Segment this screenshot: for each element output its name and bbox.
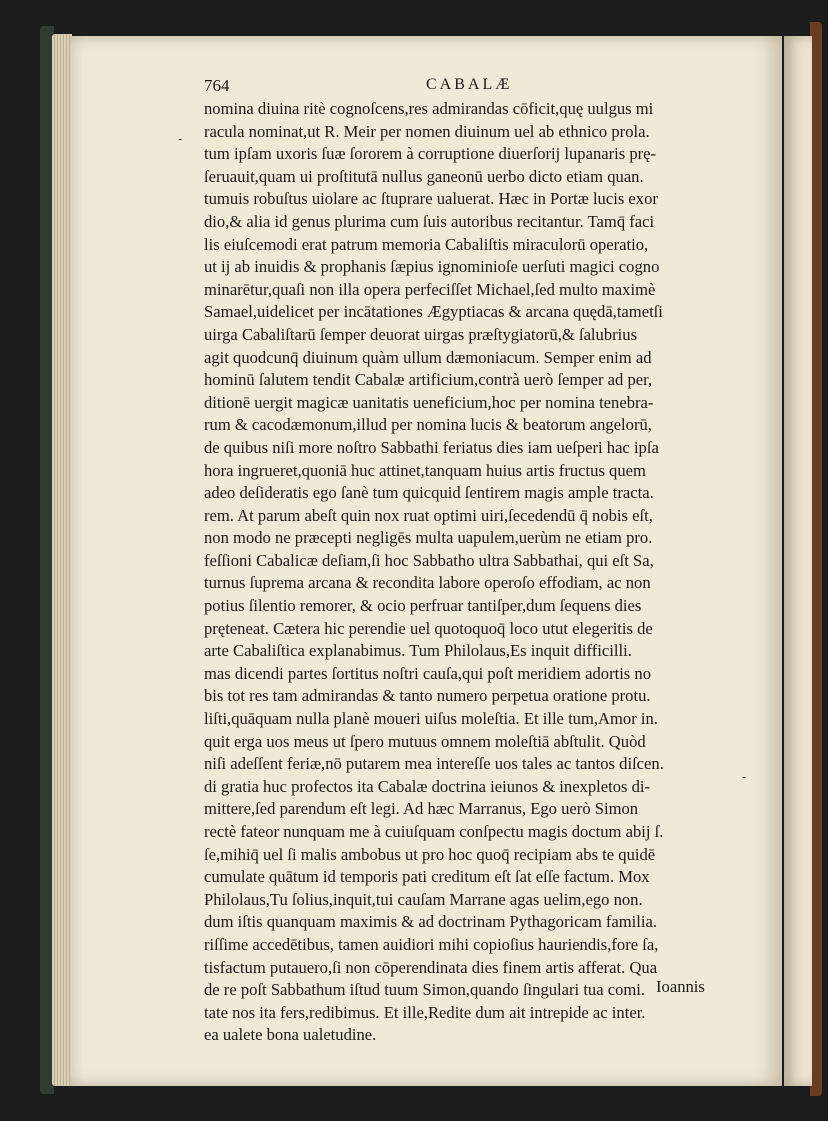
text-line: uirga Cabaliſtarū ſemper deuorat uirgas præſtygiatorū,& ſalubrius xyxy=(204,324,638,344)
text-line: niſi adeſſent feriæ,nō putarem mea intereſſe uos tales ac tantos diſcen. xyxy=(204,754,664,774)
text-line: de re poſt Sabbathum iſtud tuum Simon,quando ſingulari tua comi. xyxy=(204,980,646,1000)
text-line: non modo ne præcepti negligēs multa uapulem,uerùm ne etiam pro. xyxy=(204,528,653,548)
text-line: rum & cacodæmonum,illud per nomina lucis & beatorum angelorū, xyxy=(204,415,652,435)
text-line: dio,& alia id genus plurima cum ſuis autoribus recitantur. Tamq̄ faci xyxy=(204,211,655,231)
margin-dash-mark: - xyxy=(178,132,183,146)
text-line: tisfactum putauero,ſi non cōperendinata dies finem artis afferat. Qua xyxy=(204,957,658,977)
text-line: adeo deſideratis ego ſanè tum quicquid ſentirem magis ample tracta. xyxy=(204,483,654,503)
text-line: arte Cabaliſtica explanabimus. Tum Philolaus,Es inquit difficilli. xyxy=(204,641,632,661)
text-line: cumulate quātum id temporis pati creditum eſt ſat eſſe factum. Mox xyxy=(204,867,650,887)
text-line: di gratia huc profectos ita Cabalæ doctrina ieiunos & inexpletos di- xyxy=(204,776,651,796)
text-line: turnus ſuprema arcana & recondita labore operoſo effodiam, ac non xyxy=(204,573,651,593)
page-edges xyxy=(52,34,72,1086)
text-line: nomina diuina ritè cognoſcens,res admirandas cōficit,quę uulgus mi xyxy=(204,99,654,118)
facing-page-edge xyxy=(784,36,812,1086)
text-line: ut ij ab inuidis & prophanis ſæpius ignominioſe uerſuti magici cogno xyxy=(204,257,660,277)
text-line: Philolaus,Tu ſolius,inquit,tui cauſam Marrane agas uelim,ego non. xyxy=(204,889,643,909)
text-line: mas dicendi partes ſortitus noſtri cauſa,qui poſt meridiem adortis no xyxy=(204,663,652,683)
text-line: de quibus niſi more noſtro Sabbathi feriatus dies iam ueſperi hac ipſa xyxy=(204,437,659,457)
text-line: agit quodcunq̄ diuinum quàm ullum dæmoniacum. Semper enim ad xyxy=(204,347,652,367)
text-line: Samael,uidelicet per incātationes Ægyptiacas & arcana quędā,tametſi xyxy=(204,302,663,322)
text-line: hora ingrueret,quoniā huc attinet,tanquam huius artis fructus quem xyxy=(204,460,646,480)
text-line: ſeruauit,quam ui proſtitutā nullus ganeonū uerbo dicto etiam quan. xyxy=(204,166,644,186)
text-line: quit erga uos meus ut ſpero mutuus omnem moleſtiā abſtulit. Quòd xyxy=(204,731,646,751)
text-line: lis eiuſcemodi erat patrum memoria Cabaliſtis miraculorū operatio, xyxy=(204,234,649,254)
text-line: ea ualete bona ualetudine. xyxy=(204,1025,377,1045)
body-text xyxy=(204,98,734,1047)
catchword: Ioannis xyxy=(656,977,705,996)
text-line: rem. At parum abeſt quin nox ruat optimi uiri,ſecedendū q̄ nobis eſt, xyxy=(204,505,653,525)
running-title: CABALÆ xyxy=(426,76,513,93)
text-line: bis tot res tam admirandas & tanto numero perpetua oratione protu. xyxy=(204,686,651,706)
text-line: dum iſtis quanquam maximis & ad doctrinam Pythagoricam familia. xyxy=(204,912,658,932)
text-line: potius ſilentio remorer, & ocio perfruar tantiſper,dum ſequens dies xyxy=(204,596,642,616)
text-line: tum ipſam uxoris ſuæ ſororem à corruptione diuerſorij lupanaris prę- xyxy=(204,144,657,164)
text-line: pręteneat. Cætera hic perendie uel quotoquoq̄ loco utut elegeritis de xyxy=(204,618,653,638)
text-line: riſſime accedētibus, tamen auidiori mihi copioſius hauriendis,fore ſa, xyxy=(204,934,659,954)
running-head xyxy=(204,76,724,98)
text-line: rectè fateor nunquam me à cuiuſquam conſpectu magis doctum abij ſ. xyxy=(204,822,664,841)
text-line: ditionē uergit magicæ uanitatis ueneficium,hoc per nomina tenebra- xyxy=(204,392,654,412)
text-line: ſe,mihiq̄ uel ſi malis ambobus ut pro hoc quoq̄ recipiam abs te quidē xyxy=(204,844,656,864)
text-line: feſſioni Cabalicæ deſiam,ſi hoc Sabbatho ultra Sabbathai, qui eſt Sa, xyxy=(204,550,654,570)
text-line: liſti,quāquam nulla planè moueri uiſus moleſtia. Et ille tum,Amor in. xyxy=(204,709,658,729)
text-line: minarētur,quaſi non illa opera perfeciſſet Michael,ſed multo maximè xyxy=(204,279,656,299)
margin-dash-mark: - xyxy=(742,770,747,784)
text-line: tumuis robuſtus uiolare ac ſtuprare ualuerat. Hæc in Portæ lucis exor xyxy=(204,189,658,209)
text-line: hominū ſalutem tendit Cabalæ artificium,contrà uerò ſemper ad per, xyxy=(204,370,653,390)
text-line: racula nominat,ut R. Meir per nomen diuinum uel ab ethnico prola. xyxy=(204,121,650,141)
text-line: tate nos ita fers,redibimus. Et ille,Redite dum ait intrepide ac inter. xyxy=(204,1002,646,1022)
page-number: 764 xyxy=(204,76,230,95)
text-line: mittere,ſed parendum eſt legi. Ad hæc Marranus, Ego uerò Simon xyxy=(204,799,639,819)
